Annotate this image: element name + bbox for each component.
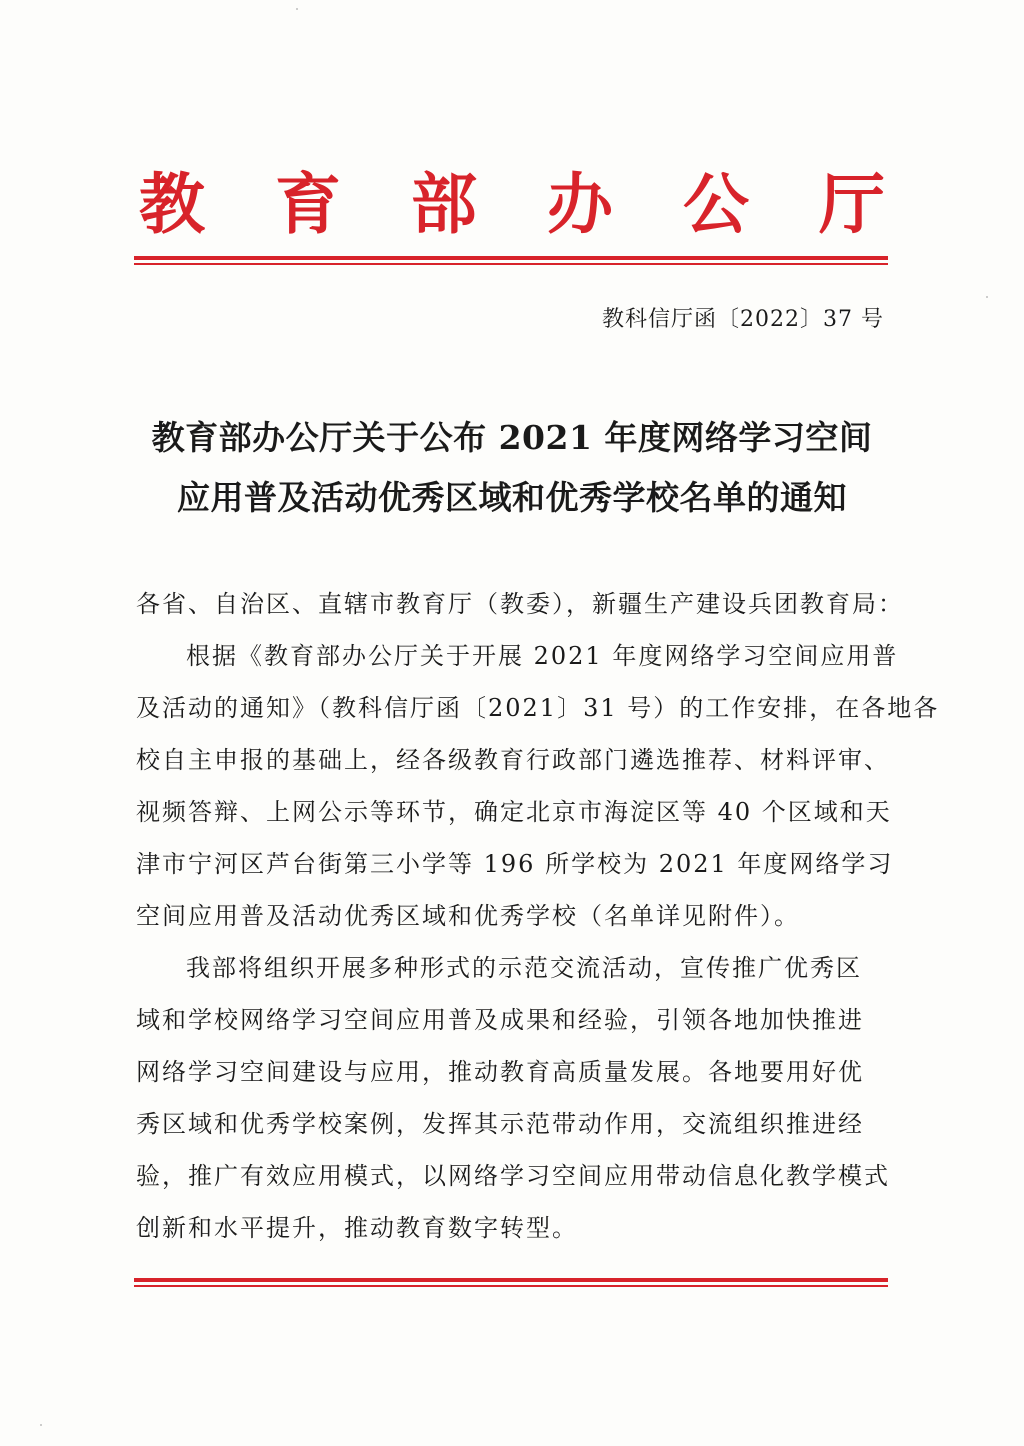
title-line: 教育部办公厅关于公布 2021 年度网络学习空间 [151,418,873,457]
document-number: 教科信厅函〔2022〕37 号 [602,307,884,332]
footer-red-rule [134,1278,888,1287]
paragraph-line: 校自主申报的基础上，经各级教育行政部门遴选推荐、材料评审、 [136,746,890,774]
issuer-masthead [136,165,888,243]
paragraph-1 [136,630,940,942]
issuer-char: 部 [411,165,477,243]
paragraph-line: 我部将组织开展多种形式的示范交流活动，宣传推广优秀区 [186,954,862,982]
salutation: 各省、自治区、直辖市教育厅（教委），新疆生产建设兵团教育局： [136,590,904,618]
issuer-char: 育 [275,165,341,243]
paragraph-line: 视频答辩、上网公示等环节，确定北京市海淀区等 40 个区域和天 [136,798,892,826]
paragraph-line: 创新和水平提升，推动教育数字转型。 [136,1214,578,1242]
document-title [136,408,888,528]
scan-speck [986,296,988,298]
paragraph-line: 根据《教育部办公厅关于开展 2021 年度网络学习空间应用普 [186,642,899,670]
scan-speck [296,8,298,10]
paragraph-line: 津市宁河区芦台街第三小学等 196 所学校为 2021 年度网络学习 [136,850,894,878]
issuer-char: 教 [139,165,205,243]
paragraph-2 [136,942,888,1254]
issuer-char: 厅 [819,165,885,243]
paragraph-line: 网络学习空间建设与应用，推动教育高质量发展。各地要用好优 [136,1058,864,1086]
document-body [136,578,940,1254]
paragraph-line: 空间应用普及活动优秀区域和优秀学校（名单详见附件）。 [136,902,800,930]
title-line: 应用普及活动优秀区域和优秀学校名单的通知 [177,478,847,517]
paragraph-line: 及活动的通知》（教科信厅函〔2021〕31 号）的工作安排，在各地各 [136,694,940,722]
paragraph-line: 秀区域和优秀学校案例，发挥其示范带动作用，交流组织推进经 [136,1110,864,1138]
header-red-rule [134,256,888,265]
issuer-char: 办 [547,165,613,243]
paragraph-line: 域和学校网络学习空间应用普及成果和经验，引领各地加快推进 [136,1006,864,1034]
paragraph-line: 验，推广有效应用模式，以网络学习空间应用带动信息化教学模式 [136,1162,890,1190]
issuer-char: 公 [683,165,749,243]
scan-speck [40,1424,42,1426]
